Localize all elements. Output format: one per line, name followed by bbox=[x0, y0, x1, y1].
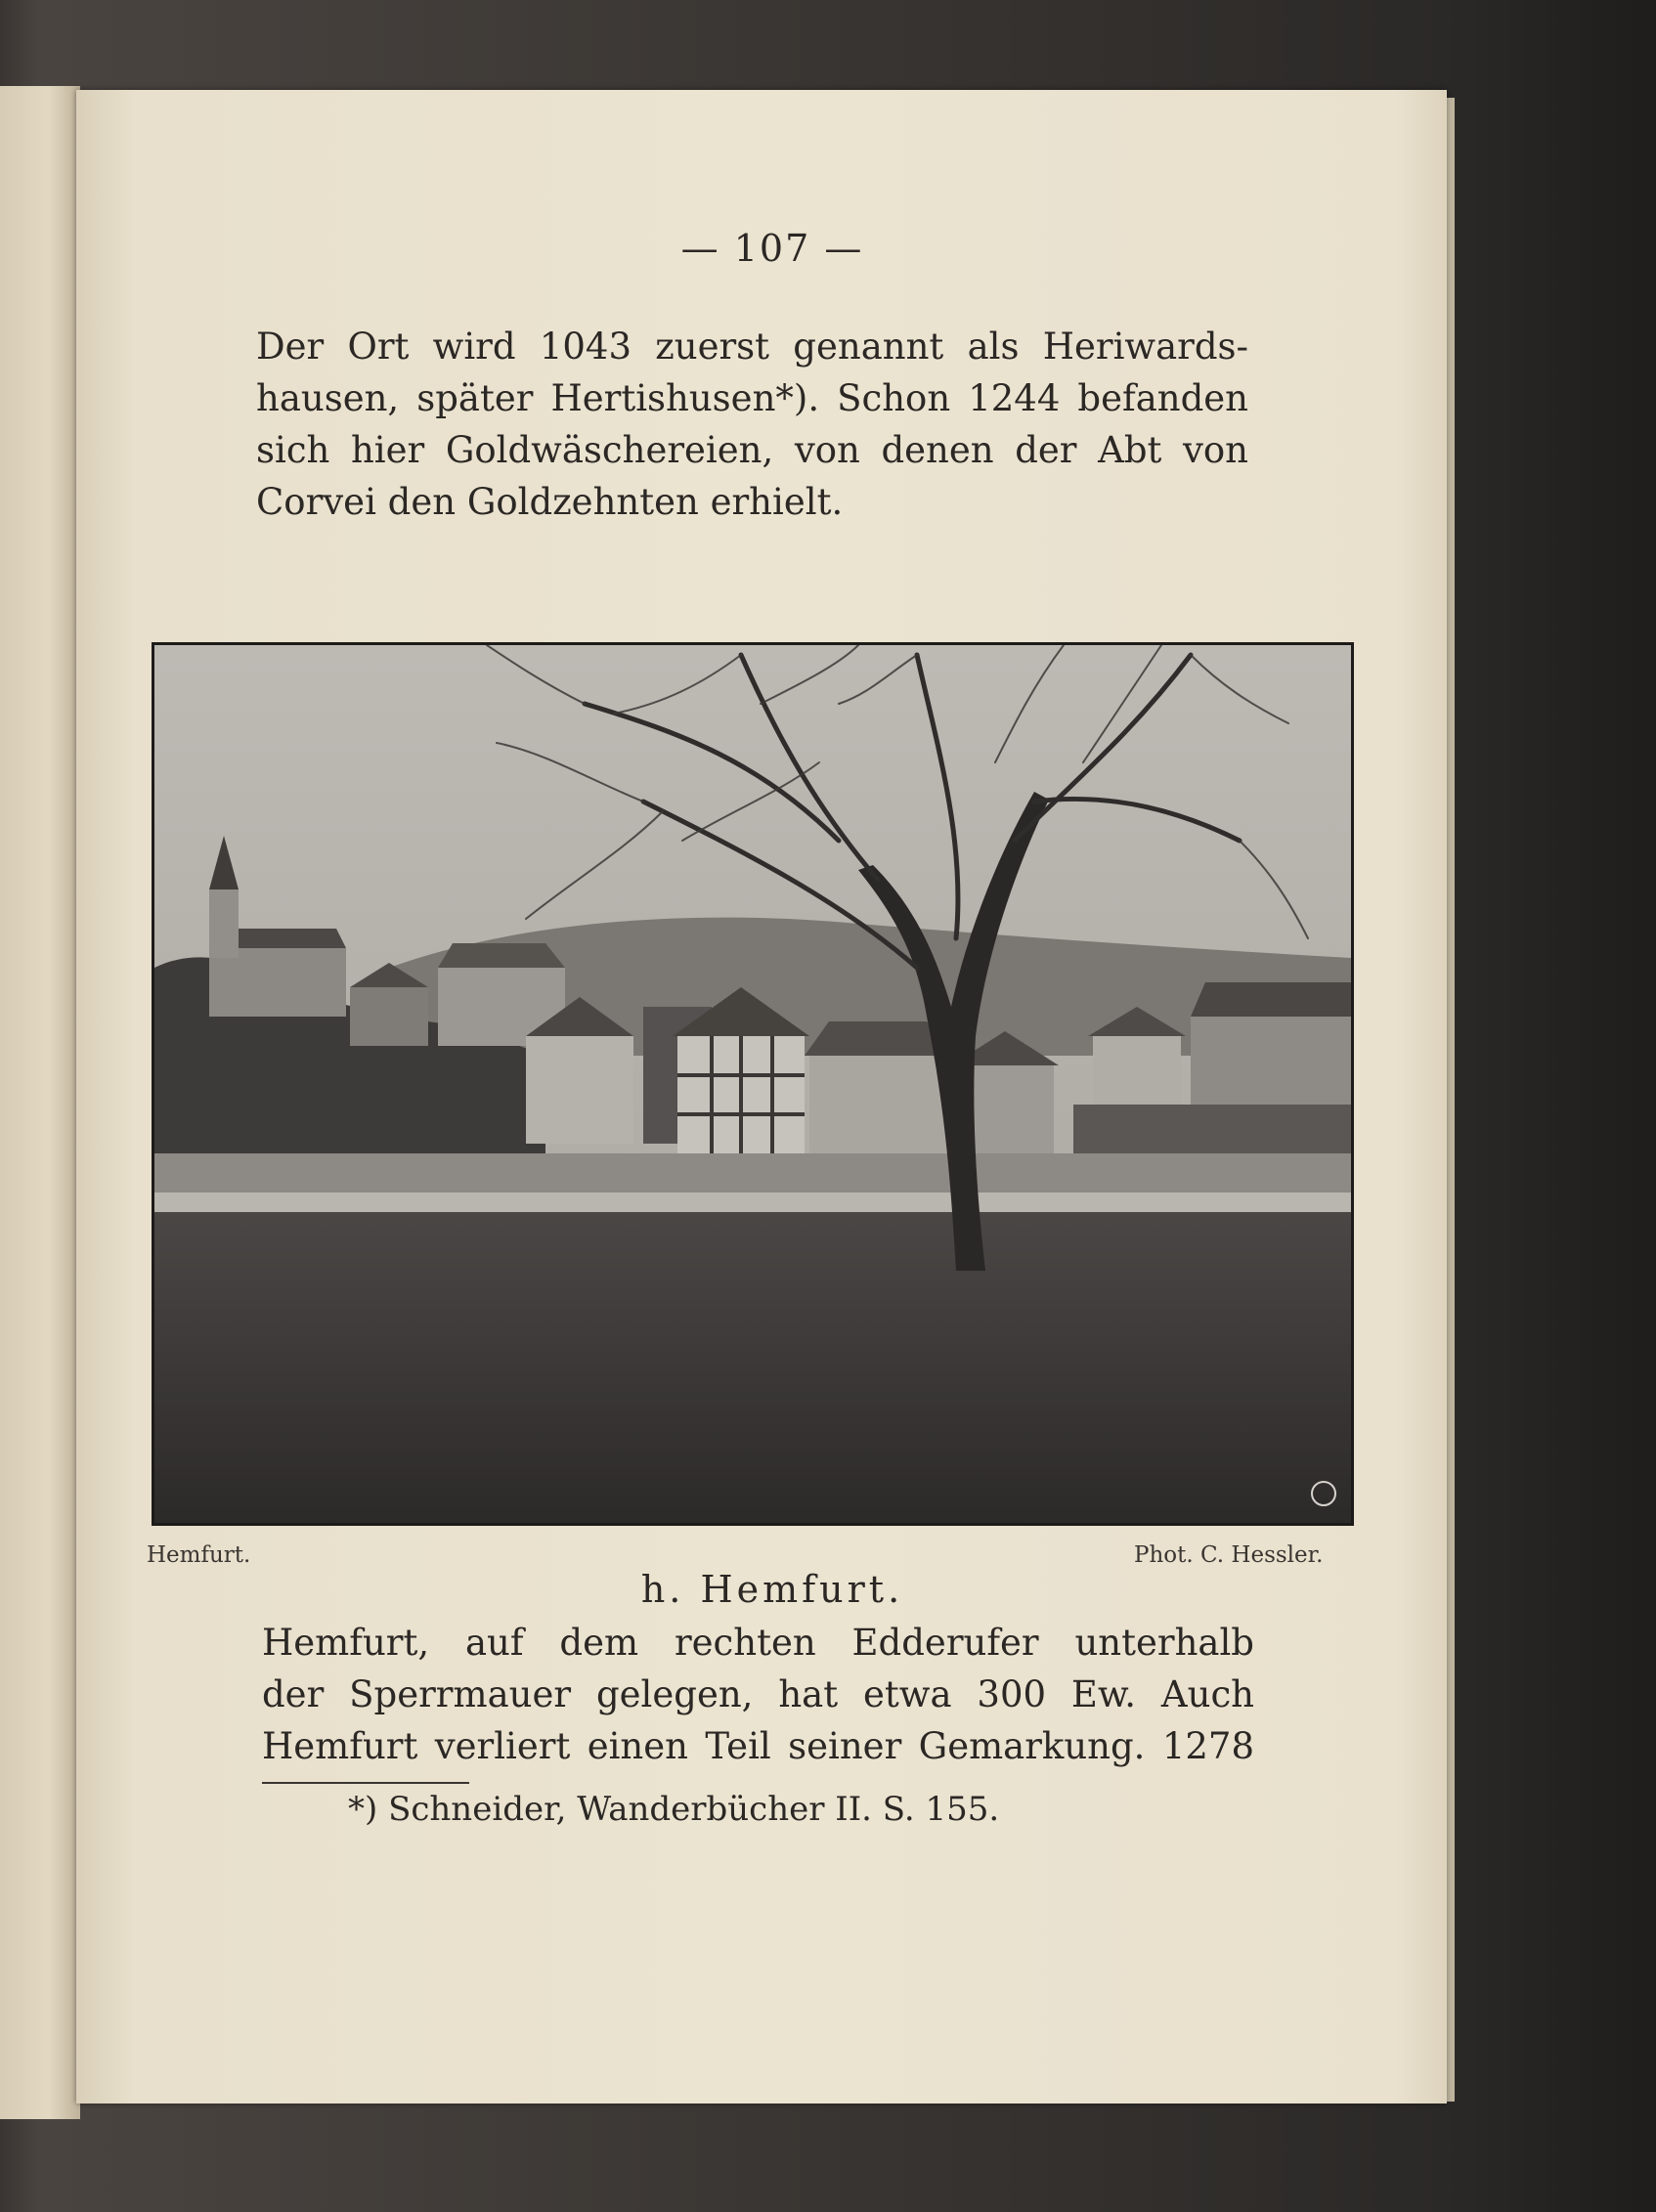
page-number: — 107 — bbox=[680, 227, 864, 270]
section-paragraph bbox=[262, 1617, 1254, 1772]
section-line: der Sperrmauer gelegen, hat etwa 300 Ew. Auch bbox=[262, 1673, 1254, 1715]
photo-credit: Phot. C. Hessler. bbox=[1134, 1542, 1324, 1568]
intro-line: hausen, später Hertishusen*). Schon 1244 befanden bbox=[256, 377, 1248, 419]
intro-line: Corvei den Goldzehnten erhielt. bbox=[256, 481, 844, 523]
intro-line: Der Ort wird 1043 zuerst genannt als Heriwards- bbox=[256, 325, 1248, 368]
footnote: *) Schneider, Wanderbücher II. S. 155. bbox=[348, 1790, 1000, 1829]
section-caption: h. Hemfurt. bbox=[640, 1568, 904, 1611]
section-line: Hemfurt, auf dem rechten Edderufer unterhalb bbox=[262, 1622, 1254, 1664]
footnote-rule bbox=[262, 1782, 469, 1784]
previous-page-edge bbox=[0, 86, 80, 2119]
photo-place-label: Hemfurt. bbox=[147, 1542, 251, 1568]
intro-line: sich hier Goldwäschereien, von denen der Abt von bbox=[256, 429, 1248, 471]
village-photograph bbox=[152, 642, 1354, 1526]
section-line: Hemfurt verliert einen Teil seiner Gemarkung. 1278 bbox=[262, 1725, 1254, 1767]
photo-illustration bbox=[154, 645, 1351, 1523]
intro-paragraph bbox=[256, 321, 1248, 528]
